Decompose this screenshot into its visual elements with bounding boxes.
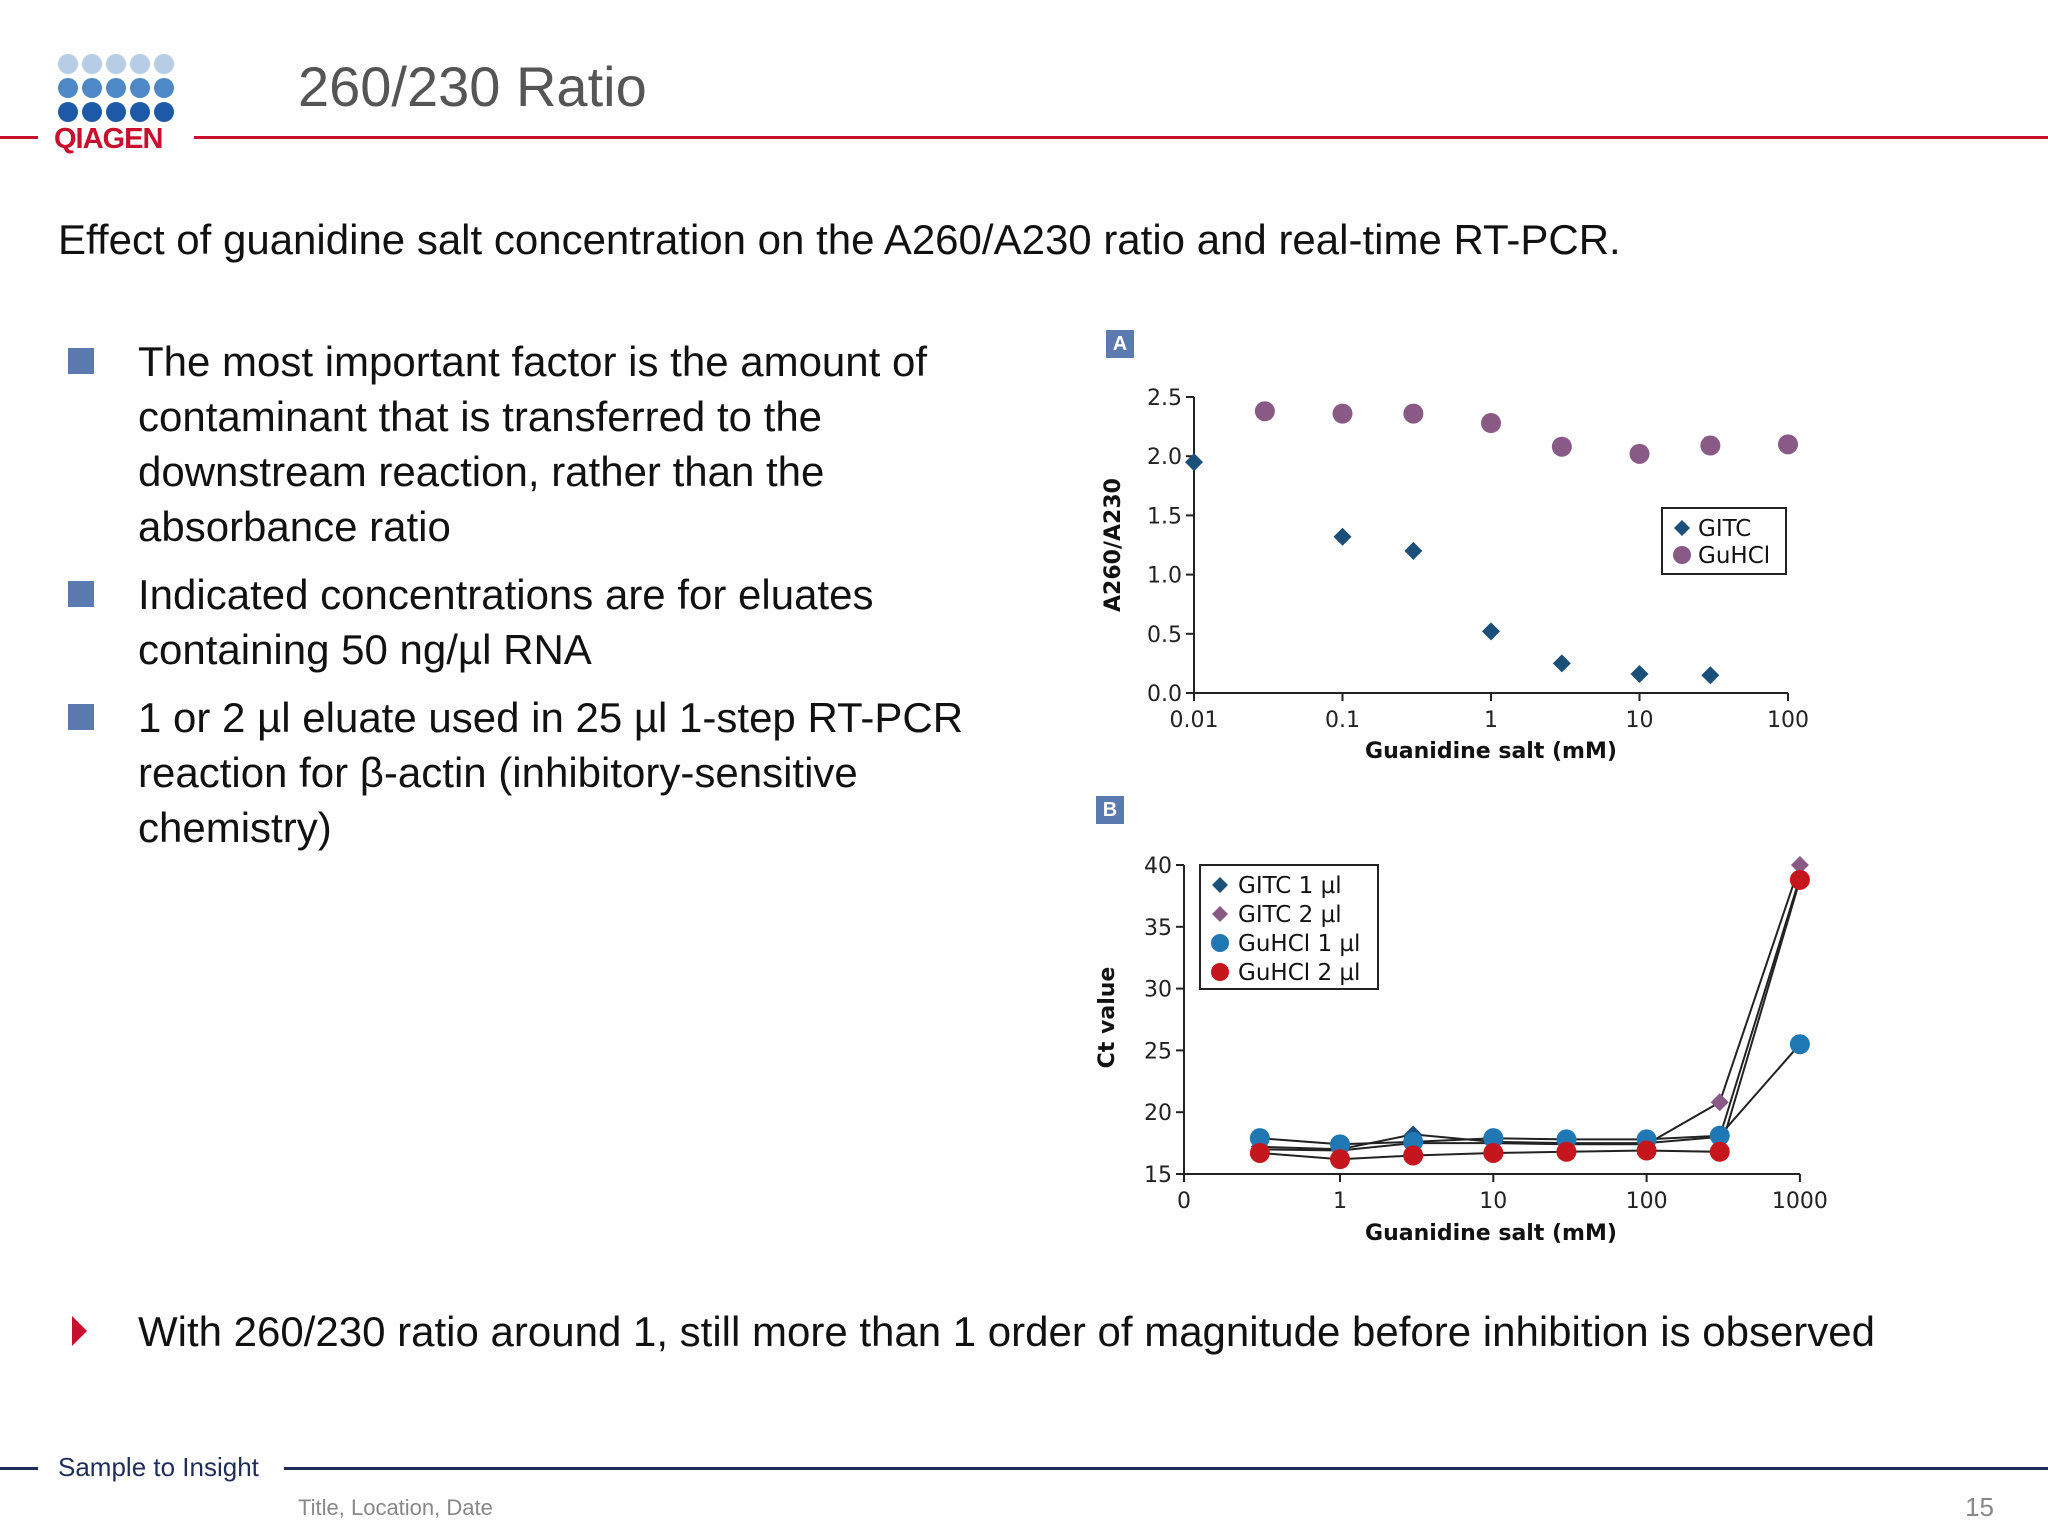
- slide-subtitle: Effect of guanidine salt concentration on the A260/A230 ratio and real-time RT-PCR.: [58, 216, 1621, 263]
- x-axis-title: Guanidine salt (mM): [1365, 739, 1617, 764]
- data-point-gitc: [1482, 622, 1500, 640]
- chart-b-ct-value: [1090, 840, 1850, 1270]
- y-tick-label: 30: [1144, 977, 1172, 1003]
- legend-label: GITC: [1698, 516, 1752, 542]
- bullet-item: [68, 567, 1048, 677]
- x-tick-label: 1: [1333, 1189, 1347, 1214]
- data-point-guhcl-2-l: [1790, 870, 1810, 890]
- data-point-guhcl-2-l: [1330, 1149, 1350, 1169]
- x-tick-label: 100: [1767, 708, 1809, 733]
- y-axis-title: Ct value: [1095, 966, 1120, 1069]
- square-bullet-icon: [68, 348, 94, 374]
- footer-rule: [284, 1467, 2048, 1470]
- y-tick-label: 40: [1144, 854, 1172, 879]
- logo-text: QIAGEN: [54, 123, 163, 155]
- y-tick-label: 0.0: [1147, 682, 1182, 707]
- legend-label: GuHCl 1 µl: [1238, 931, 1361, 957]
- data-point-guhcl: [1700, 436, 1720, 456]
- legend-marker: [1211, 963, 1229, 981]
- y-tick-label: 35: [1144, 915, 1172, 941]
- y-tick-label: 1.0: [1147, 563, 1182, 589]
- qiagen-logo: [54, 54, 184, 154]
- data-point-gitc: [1553, 654, 1571, 672]
- data-point-guhcl-1-l: [1790, 1034, 1810, 1054]
- slide-title: 260/230 Ratio: [298, 55, 647, 118]
- logo-dot-grid: [58, 54, 184, 122]
- data-point-gitc: [1701, 666, 1719, 684]
- footer-rule-left: [0, 1467, 38, 1470]
- x-tick-label: 0.1: [1325, 708, 1360, 733]
- footer-meta: Title, Location, Date: [298, 1495, 493, 1520]
- bullet-text: Indicated concentrations are for eluates containing 50 ng/µl RNA: [138, 571, 874, 673]
- x-tick-label: 0: [1177, 1189, 1191, 1214]
- x-tick-label: 10: [1625, 708, 1654, 733]
- data-point-gitc-2-l: [1711, 1093, 1729, 1111]
- x-axis-title: Guanidine salt (mM): [1365, 1221, 1617, 1246]
- y-tick-label: 0.5: [1147, 622, 1182, 648]
- x-tick-label: 10: [1479, 1189, 1508, 1214]
- y-axis-title: A260/A230: [1101, 478, 1126, 612]
- bullet-item: [68, 690, 1048, 855]
- chart-a-ratio: [1090, 360, 1850, 790]
- header-rule: [194, 136, 2048, 139]
- x-tick-label: 1: [1484, 708, 1498, 733]
- data-point-guhcl: [1630, 444, 1650, 464]
- bottom-bullet-text: With 260/230 ratio around 1, still more than 1 order of magnitude before inhibition is observed: [138, 1308, 1876, 1355]
- data-point-guhcl-2-l: [1637, 1141, 1657, 1161]
- data-point-guhcl: [1403, 404, 1423, 424]
- data-point-guhcl: [1778, 434, 1798, 454]
- data-point-gitc: [1404, 542, 1422, 560]
- data-point-guhcl: [1481, 413, 1501, 433]
- data-point-guhcl: [1552, 437, 1572, 457]
- y-tick-label: 2.5: [1147, 386, 1182, 411]
- panel-label-a: A: [1106, 330, 1134, 358]
- legend-marker: [1673, 546, 1691, 564]
- data-point-guhcl: [1333, 404, 1353, 424]
- footer-brand: Sample to Insight: [58, 1452, 259, 1482]
- data-point-gitc: [1334, 528, 1352, 546]
- legend-label: GuHCl: [1698, 543, 1771, 569]
- data-point-guhcl-2-l: [1710, 1142, 1730, 1162]
- bullet-list: [68, 334, 1048, 868]
- bullet-text: 1 or 2 µl eluate used in 25 µl 1-step RT-PCR reaction for β-actin (inhibitory-sensitive chemistry): [138, 694, 964, 851]
- page-number: 15: [1965, 1492, 1994, 1522]
- y-tick-label: 25: [1144, 1039, 1172, 1065]
- y-tick-label: 1.5: [1147, 504, 1182, 530]
- data-point-guhcl-2-l: [1250, 1143, 1270, 1163]
- header-rule-left: [0, 136, 38, 139]
- x-tick-label: 100: [1625, 1189, 1668, 1214]
- x-tick-label: 1000: [1771, 1189, 1828, 1214]
- data-point-guhcl-2-l: [1556, 1142, 1576, 1162]
- legend-marker: [1211, 934, 1229, 952]
- legend-label: GITC 2 µl: [1238, 902, 1342, 928]
- data-point-guhcl-2-l: [1483, 1143, 1503, 1163]
- data-point-guhcl: [1255, 401, 1275, 421]
- triangle-bullet-icon: [72, 1316, 87, 1346]
- square-bullet-icon: [68, 704, 94, 730]
- bottom-bullet: [68, 1304, 1978, 1359]
- y-tick-label: 15: [1144, 1163, 1172, 1188]
- y-tick-label: 20: [1144, 1101, 1172, 1127]
- square-bullet-icon: [68, 581, 94, 607]
- y-tick-label: 2.0: [1147, 445, 1182, 471]
- legend-label: GuHCl 2 µl: [1238, 960, 1361, 986]
- data-point-gitc: [1631, 665, 1649, 683]
- panel-label-b: B: [1096, 796, 1124, 824]
- legend-label: GITC 1 µl: [1238, 873, 1342, 899]
- x-tick-label: 0.01: [1169, 708, 1219, 733]
- data-point-guhcl-2-l: [1403, 1145, 1423, 1165]
- bullet-text: The most important factor is the amount of contaminant that is transferred to the downstream reaction, rather than the absorbance ratio: [138, 338, 928, 550]
- bullet-item: [68, 334, 1048, 554]
